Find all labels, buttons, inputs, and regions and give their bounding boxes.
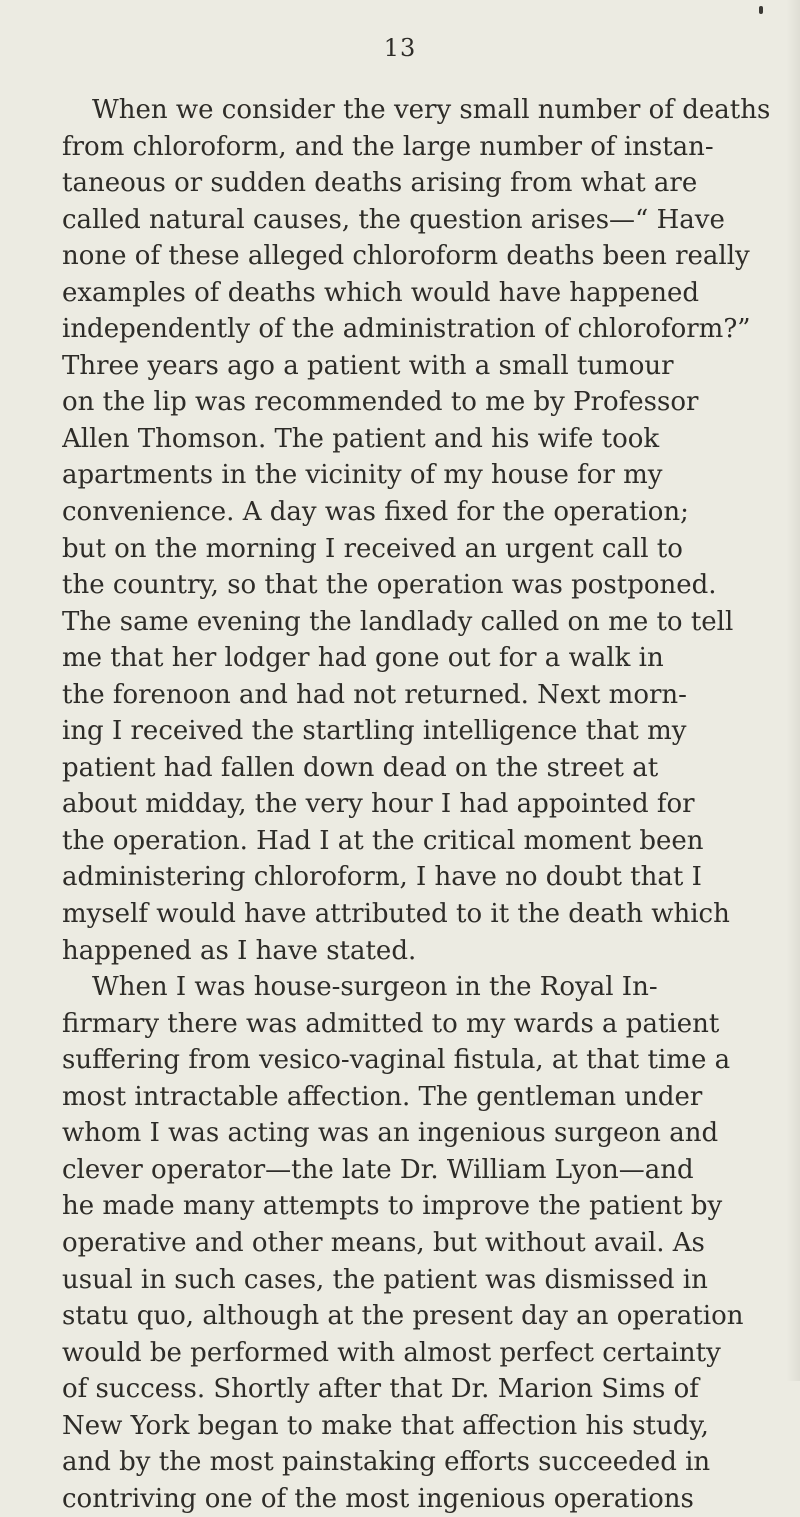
text-line: but on the morning I received an urgent call to xyxy=(62,533,683,564)
text-line: When we consider the very small number of deaths xyxy=(92,95,771,125)
text-line: on the lip was recommended to me by Professor xyxy=(62,387,699,418)
text-line: examples of deaths which would have happened xyxy=(62,277,700,308)
text-line: about midday, the very hour I had appointed for xyxy=(62,789,695,820)
text-line: would be performed with almost perfect certainty xyxy=(62,1337,721,1368)
text-line: When I was house-surgeon in the Royal In- xyxy=(92,972,658,1003)
text-line: whom I was acting was an ingenious surgeon and xyxy=(62,1118,719,1149)
text-line: convenience. A day was fixed for the operation; xyxy=(62,497,689,528)
text-line: apartments in the vicinity of my house for my xyxy=(62,460,663,491)
text-line: myself would have attributed to it the death which xyxy=(62,899,730,930)
body-text xyxy=(62,92,798,1517)
text-line: operative and other means, but without avail. As xyxy=(62,1227,705,1258)
text-line: of success. Shortly after that Dr. Marion Sims of xyxy=(62,1374,699,1405)
text-line: Three years ago a patient with a small tumour xyxy=(62,350,674,381)
paragraph-1 xyxy=(62,92,798,969)
text-line: patient had fallen down dead on the street at xyxy=(62,752,659,783)
page-number: 13 xyxy=(383,34,417,62)
scan-mark xyxy=(759,6,763,14)
text-line: happened as I have stated. xyxy=(62,935,417,966)
text-line: none of these alleged chloroform deaths been really xyxy=(62,241,750,272)
text-line: me that her lodger had gone out for a walk in xyxy=(62,643,664,674)
text-line: the forenoon and had not returned. Next morn- xyxy=(62,679,687,710)
text-line: independently of the administration of chloroform?” xyxy=(62,314,751,345)
text-line: usual in such cases, the patient was dismissed in xyxy=(62,1264,708,1295)
page-edge-shade xyxy=(786,0,800,1381)
text-line: administering chloroform, I have no doubt that I xyxy=(62,862,702,893)
text-line: firmary there was admitted to my wards a patient xyxy=(62,1008,720,1039)
text-line: statu quo, although at the present day an operation xyxy=(62,1301,744,1332)
text-line: the operation. Had I at the critical moment been xyxy=(62,825,704,856)
text-line: taneous or sudden deaths arising from what are xyxy=(62,168,698,199)
text-line: contriving one of the most ingenious operations xyxy=(62,1483,694,1514)
text-line: suffering from vesico-vaginal fistula, at that time a xyxy=(62,1045,731,1076)
text-line: the country, so that the operation was postponed. xyxy=(62,570,717,601)
text-line: Allen Thomson. The patient and his wife took xyxy=(62,423,660,454)
text-line: most intractable affection. The gentleman under xyxy=(62,1081,703,1112)
text-line: The same evening the landlady called on me to tell xyxy=(62,606,734,637)
text-line: New York began to make that affection his study, xyxy=(62,1410,709,1441)
text-line: he made many attempts to improve the patient by xyxy=(62,1191,723,1222)
text-line: ing I received the startling intelligence that my xyxy=(62,716,687,747)
text-line: from chloroform, and the large number of instan- xyxy=(62,131,714,162)
text-line: clever operator—the late Dr. William Lyon—and xyxy=(62,1154,694,1185)
text-line: and by the most painstaking efforts succeeded in xyxy=(62,1447,711,1478)
paragraph-2 xyxy=(62,969,798,1517)
text-line: called natural causes, the question arises—“ Have xyxy=(62,204,725,235)
